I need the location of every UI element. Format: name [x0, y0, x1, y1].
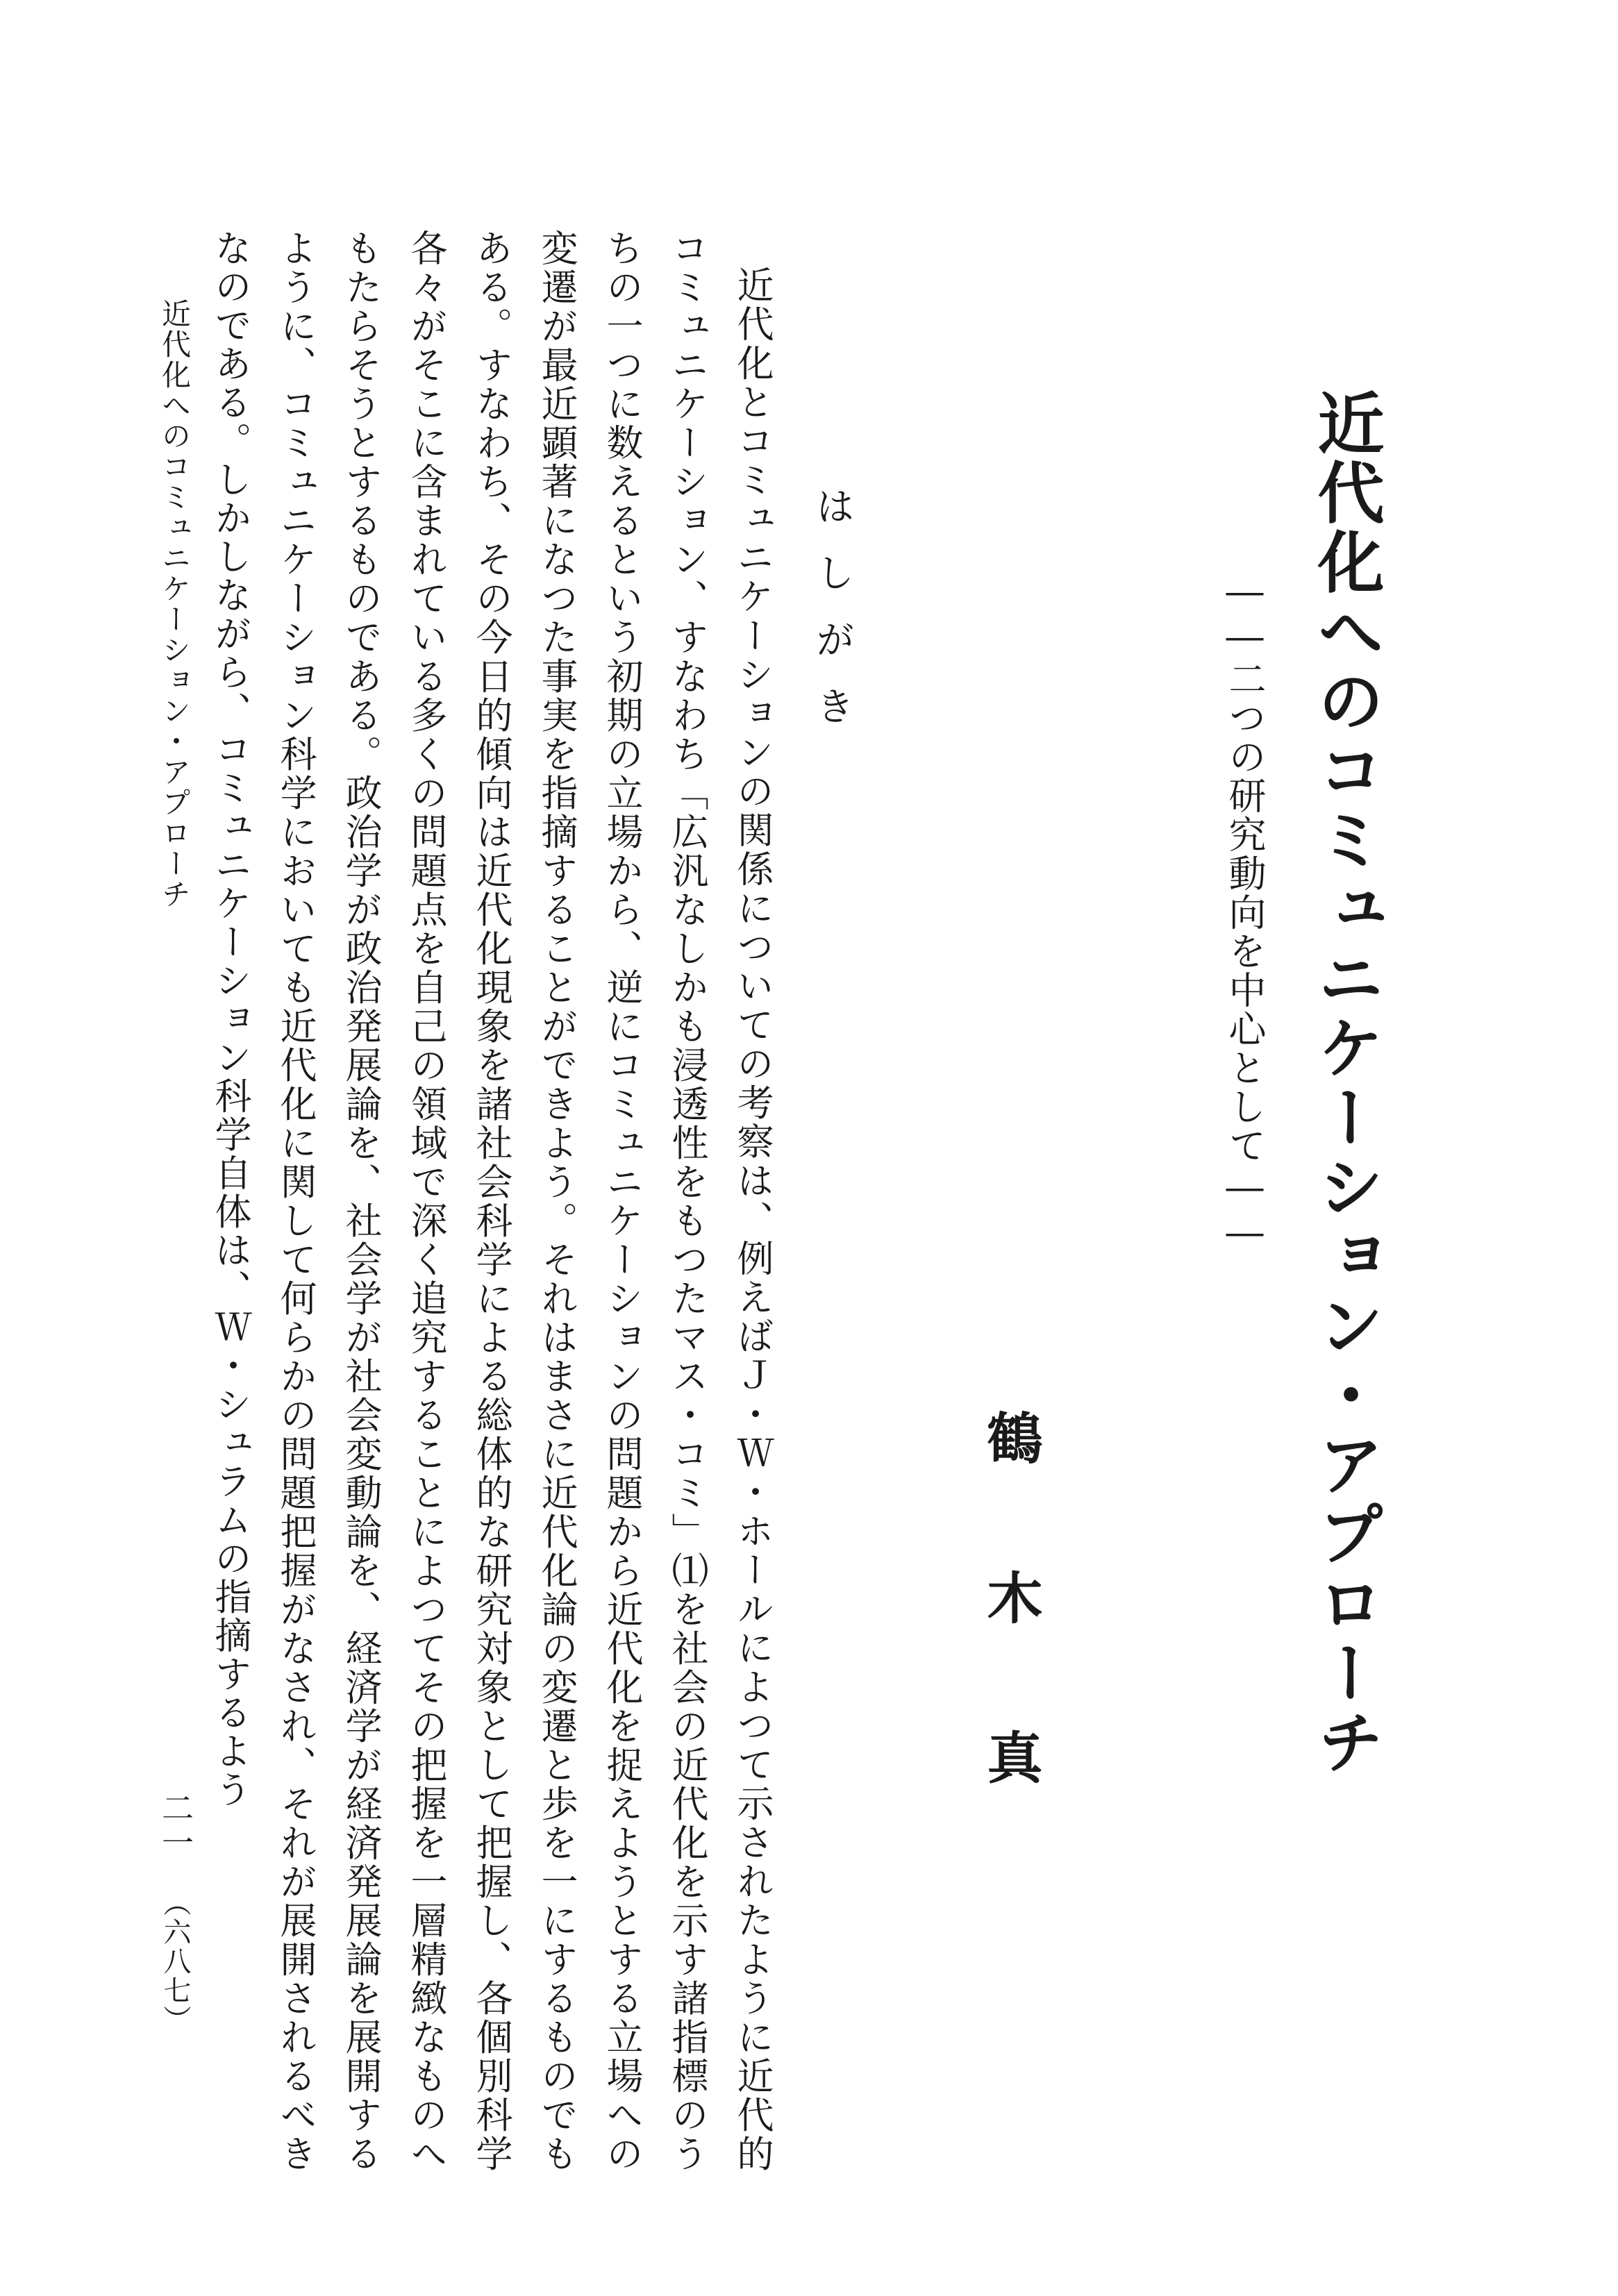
- page-number: （六八七）: [159, 1888, 191, 2034]
- running-head: 近代化へのコミュニケーション・アプローチ: [158, 299, 192, 910]
- page-number-kanji: 二一: [157, 1791, 194, 1861]
- body-paragraph: 近代化とコミュニケーションの関係についての考察は、例えばＪ・Ｗ・ホールによつて示されたように近代的コミュニケーション、すなわち「広汎なしかも浸透性をもつたマス・コミ」⑴を社会の近代化を示す諸指標のうちの一つに数えるという初期の立場から、逆にコミュニケーションの問題から近代化を捉えようとする立場への変遷が最近顕著になつた事実を指摘することができよう。それはまさに近代化論の変遷と歩を一にするものでもある。すなわち、その今日的傾向は近代化現象を諸社会科学による総体的な研究対象として把握し、各個別科学各々がそこに含まれている多くの問題点を自己の領域で深く追究することによつてその把握を一層精緻なものへもたらそうとするものである。政治学が政治発展論を、社会学が社会変動論を、経済学が経済発展論を展開するように、コミュニケーション科学においても近代化に関して何らかの問題把握がなされ、それが展開されるべきなのである。しかしながら、コミュニケーション科学自体は、Ｗ・シュラムの指摘するよう: [209, 229, 774, 2174]
- section-heading: はしがき: [810, 486, 855, 753]
- subtitle: ――二つの研究動向を中心として――: [1223, 569, 1267, 1255]
- body-text: [209, 229, 785, 2174]
- page-title: 近代化へのコミュニケーション・アプローチ: [1307, 389, 1385, 1777]
- author-name: 鶴木真: [978, 1409, 1043, 1888]
